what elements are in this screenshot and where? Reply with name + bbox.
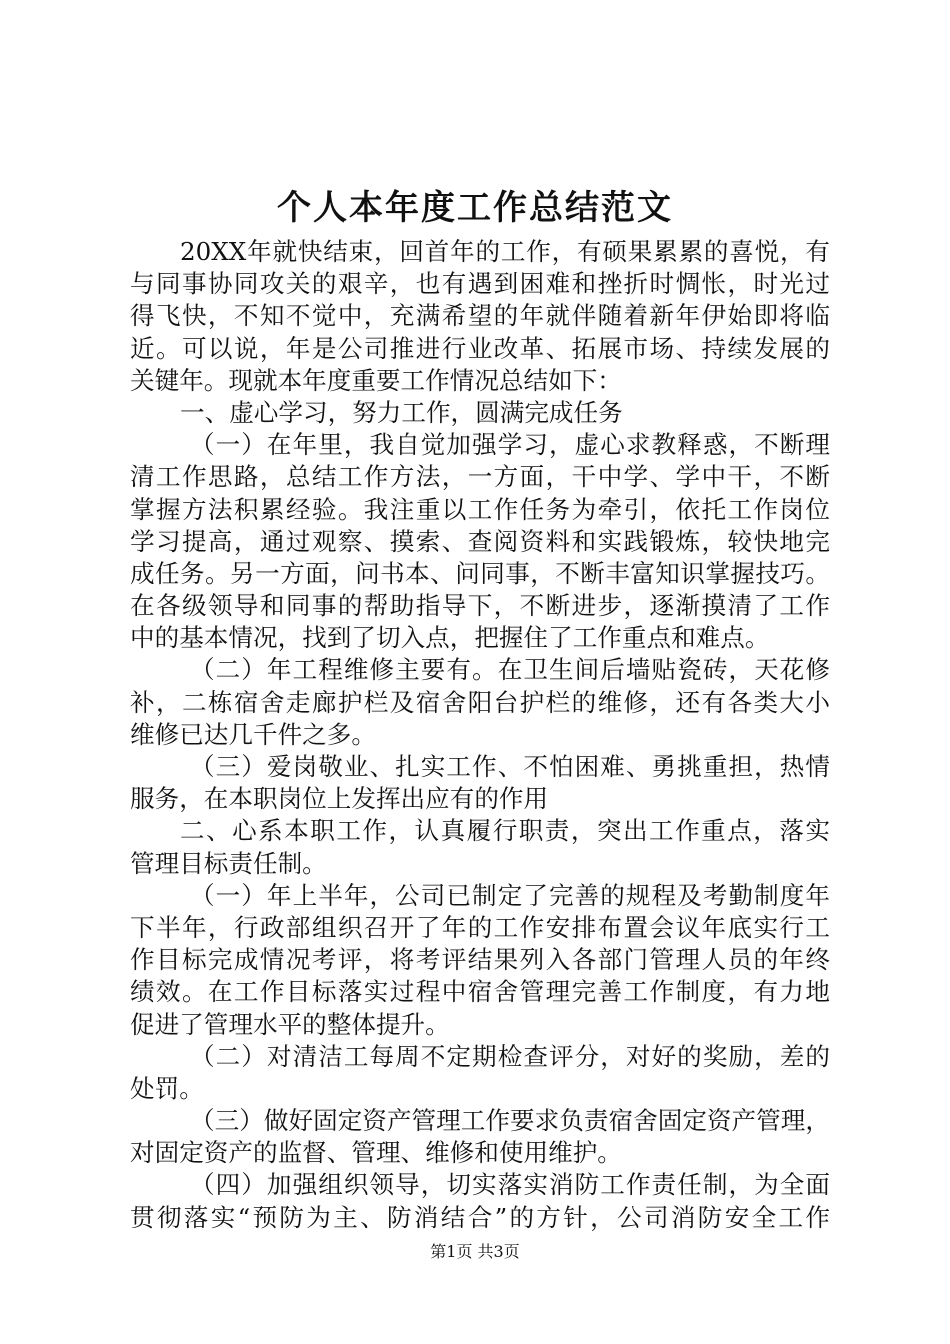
paragraph-line: （二）年工程维修主要有。在卫生间后墙贴瓷砖，天花修 (190, 655, 830, 685)
paragraph-line: 贯彻落实“预防为主、防消结合”的方针，公司消防安全工作 (130, 1202, 830, 1232)
document-body (130, 236, 830, 1234)
paragraph-line: 清工作思路，总结工作方法，一方面，干中学、学中干，不断 (130, 462, 830, 492)
paragraph-line: 服务，在本职岗位上发挥出应有的作用 (130, 784, 549, 814)
paragraph-line: 得飞快，不知不觉中，充满希望的年就伴随着新年伊始即将临 (130, 301, 830, 331)
paragraph-line: 20XX年就快结束，回首年的工作，有硕果累累的喜悦，有 (180, 237, 830, 266)
paragraph-line: 促进了管理水平的整体提升。 (130, 1009, 450, 1039)
paragraph-line: （一）在年里，我自觉加强学习，虚心求教释惑，不断理 (190, 430, 830, 460)
paragraph-line: 下半年，行政部组织召开了年的工作安排布置会议年底实行工 (130, 912, 830, 942)
paragraph-line: 对固定资产的监督、管理、维修和使用维护。 (130, 1138, 622, 1168)
paragraph-line: 补，二栋宿舍走廊护栏及宿舍阳台护栏的维修，还有各类大小 (130, 687, 830, 717)
paragraph-line: 成任务。另一方面，问书本、问同事，不断丰富知识掌握技巧。 (130, 558, 830, 588)
paragraph-line: 维修已达几千件之多。 (130, 719, 376, 749)
section-heading: 一、虚心学习，努力工作，圆满完成任务 (180, 397, 623, 427)
paragraph-line: （四）加强组织领导，切实落实消防工作责任制，为全面 (190, 1170, 830, 1200)
paragraph-line: （一）年上半年，公司已制定了完善的规程及考勤制度年 (190, 880, 830, 910)
document-title: 个人本年度工作总结范文 (277, 188, 673, 228)
paragraph-line: 与同事协同攻关的艰辛，也有遇到困难和挫折时惆怅，时光过 (130, 269, 830, 299)
paragraph-line: 近。可以说，年是公司推进行业改革、拓展市场、持续发展的 (130, 333, 830, 363)
section-heading: 二、心系本职工作，认真履行职责，突出工作重点，落实 (180, 816, 830, 846)
paragraph-line: 关键年。现就本年度重要工作情况总结如下： (130, 365, 622, 395)
section-heading: 管理目标责任制。 (130, 848, 327, 878)
paragraph-line: （二）对清洁工每周不定期检查评分，对好的奖励，差的 (190, 1041, 830, 1071)
paragraph-line: （三）做好固定资产管理工作要求负责宿舍固定资产管理， (190, 1106, 830, 1136)
paragraph-line: 掌握方法积累经验。我注重以工作任务为牵引，依托工作岗位 (130, 494, 830, 524)
paragraph-line: 处罚。 (130, 1073, 204, 1103)
page-footer: 第1页 共3页 (430, 1242, 520, 1261)
paragraph-line: 在各级领导和同事的帮助指导下，不断进步，逐渐摸清了工作 (130, 591, 830, 621)
paragraph-line: 学习提高，通过观察、摸索、查阅资料和实践锻炼，较快地完 (130, 526, 830, 556)
paragraph-line: 中的基本情况，找到了切入点，把握住了工作重点和难点。 (130, 623, 770, 653)
paragraph-line: 作目标完成情况考评，将考评结果列入各部门管理人员的年终 (130, 945, 830, 975)
paragraph-line: 绩效。在工作目标落实过程中宿舍管理完善工作制度，有力地 (130, 977, 830, 1007)
paragraph-line: （三）爱岗敬业、扎实工作、不怕困难、勇挑重担，热情 (190, 752, 830, 781)
